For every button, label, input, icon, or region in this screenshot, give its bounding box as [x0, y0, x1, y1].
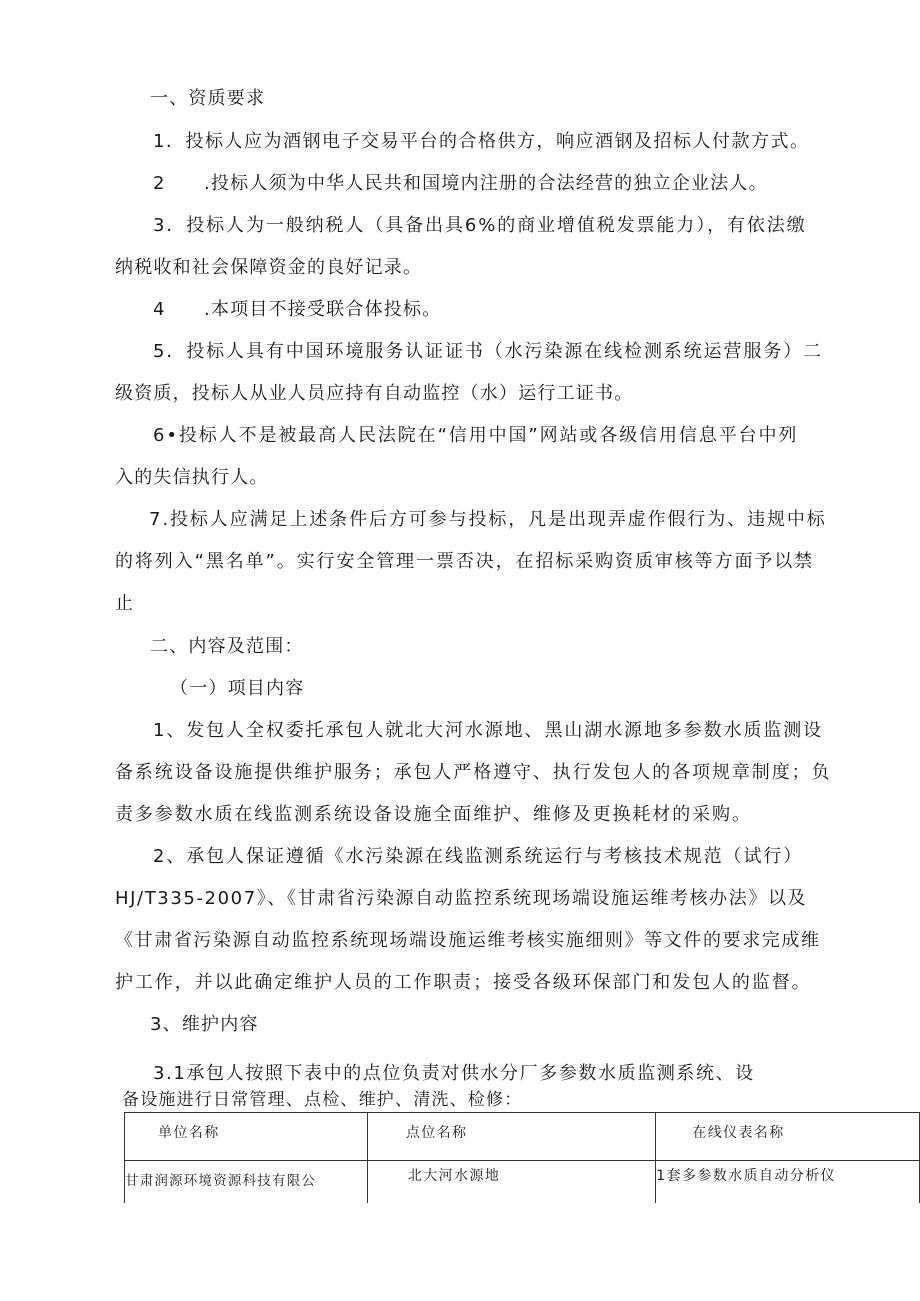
- paragraph-line: 护工作，并以此确定维护人员的工作职责；接受各级环保部门和发包人的监督。: [115, 972, 812, 993]
- paragraph-line: 1、发包人全权委托承包人就北大河水源地、黑山湖水源地多参数水质监测设: [153, 720, 824, 741]
- paragraph-line: 级资质，投标人从业人员应持有自动监控（水）运行工证书。: [115, 383, 634, 404]
- paragraph-line: 止: [115, 593, 135, 614]
- monitoring-points-table: [124, 1112, 920, 1203]
- paragraph-line: 3.1承包人按照下表中的点位负责对供水分厂多参数水质监测系统、设: [153, 1063, 755, 1084]
- paragraph-line: 备系统设备设施提供维护服务；承包人严格遵守、执行发包人的各项规章制度；负: [115, 762, 832, 783]
- header-instrument-name: 在线仪表名称: [656, 1113, 920, 1161]
- paragraph-line: 备设施进行日常管理、点检、维护、清洗、检修：: [122, 1090, 523, 1110]
- paragraph-line: 5．投标人具有中国环境服务认证证书（水污染源在线检测系统运营服务）二: [153, 341, 824, 362]
- paragraph-line: 2、承包人保证遵循《水污染源在线监测系统运行与考核技术规范（试行）: [153, 846, 804, 867]
- paragraph-line: 4 .本项目不接受联合体投标。: [153, 299, 442, 320]
- paragraph-line: 纳税收和社会保障资金的良好记录。: [115, 257, 423, 278]
- paragraph-line: 入的失信执行人。: [115, 467, 269, 488]
- paragraph-line: 1．投标人应为酒钢电子交易平台的合格供方，响应酒钢及招标人付款方式。: [153, 131, 810, 152]
- paragraph-line: 6•投标人不是被最高人民法院在“信用中国”网站或各级信用信息平台中列: [153, 425, 799, 446]
- header-point-name: 点位名称: [367, 1113, 655, 1161]
- table-row: [125, 1161, 920, 1204]
- subsection-heading-project-content: （一）项目内容: [170, 678, 305, 699]
- cell-unit-name: 甘肃润源环境资源科技有限公: [125, 1161, 368, 1204]
- table-header-row: [125, 1113, 920, 1161]
- paragraph-line: HJ/T335-2007》、《甘肃省污染源自动监控系统现场端设施运维考核办法》以及: [115, 888, 808, 909]
- section-heading-qualifications: 一、资质要求: [150, 88, 266, 109]
- paragraph-line: 2 .投标人须为中华人民共和国境内注册的合法经营的独立企业法人。: [153, 173, 768, 194]
- header-unit-name: 单位名称: [125, 1113, 368, 1161]
- section-heading-scope: 二、内容及范围：: [150, 636, 304, 657]
- paragraph-line: 7.投标人应满足上述条件后方可参与投标，凡是出现弄虚作假行为、违规中标: [149, 509, 827, 530]
- cell-point-name: 北大河水源地: [367, 1161, 655, 1204]
- paragraph-line: 的将列入“黑名单”。实行安全管理一票否决，在招标采购资质审核等方面予以禁: [115, 551, 815, 572]
- paragraph-line: 《甘肃省污染源自动监控系统现场端设施运维考核实施细则》等文件的要求完成维: [115, 930, 821, 951]
- paragraph-line: 责多参数水质在线监测系统设备设施全面维护、维修及更换耗材的采购。: [115, 804, 752, 825]
- paragraph-line: 3．投标人为一般纳税人（具备出具6%的商业增值税发票能力），有依法缴: [153, 215, 807, 236]
- subsection-heading-maintenance: 3、维护内容: [150, 1014, 259, 1035]
- cell-instrument-name: 1套多参数水质自动分析仪: [656, 1161, 920, 1204]
